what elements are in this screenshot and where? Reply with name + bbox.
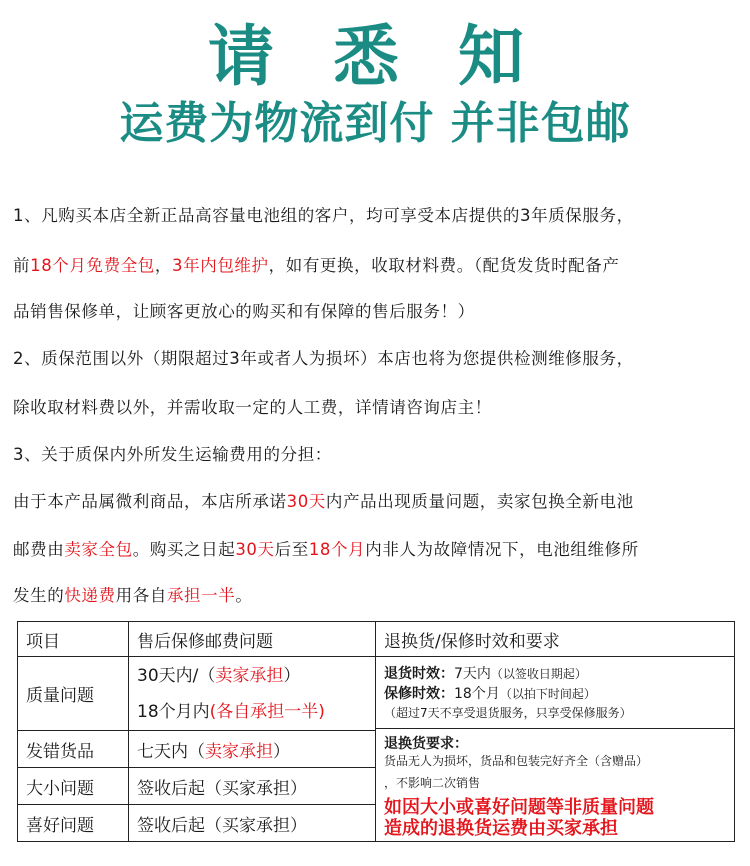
fee-quality-text-b: 18个月内 — [137, 701, 210, 722]
table-header-row — [18, 622, 735, 657]
fee-wrong-text: 七天内（ — [137, 741, 205, 762]
page-title: 请 悉 知 — [208, 18, 542, 95]
p3-line3-text-a: 邮费由 — [13, 540, 65, 559]
fee-quality-seller: 卖家承担 — [215, 665, 284, 686]
p1-line2-text-a: 前 — [13, 256, 31, 275]
p3-highlight-30days-2: 30天 — [235, 540, 275, 559]
p3-line4-text-c: 用各自 — [115, 586, 167, 605]
p1-line2-text-c: ， — [154, 256, 173, 275]
row-item-quality: 质量问题 — [18, 657, 129, 731]
p3-highlight-seller-pays: 卖家全包 — [64, 540, 133, 559]
p3-line4-text-a: 发生的 — [13, 586, 65, 605]
warning-line1: 如因大小或喜好问题等非质量问题 — [384, 797, 654, 818]
row-fee-wrong-goods — [129, 731, 376, 768]
page-subtitle: 运费为物流到付 并非包邮 — [119, 98, 631, 149]
warranty-note: （以拍下时间起） — [499, 687, 596, 701]
requirements-label: 退换货要求： — [384, 736, 468, 752]
fee-wrong-text-end: ） — [273, 741, 290, 762]
p3-line3 — [13, 540, 741, 560]
p3-line2-text-a: 由于本产品属微利商品，本店所承诺 — [13, 492, 287, 511]
row-item-size: 大小问题 — [18, 768, 129, 805]
policy-cell — [376, 657, 735, 842]
requirements-line2: ，不影响二次销售 — [384, 776, 481, 790]
p3-line4-text-e: 。 — [235, 586, 253, 605]
requirements-line1: 货品无人为损坏，货品和包装完好齐全（含赠品） — [384, 754, 649, 768]
warning-line2: 造成的退换货运费由买家承担 — [384, 818, 618, 839]
p3-highlight-30days: 30天 — [286, 492, 326, 511]
p3-highlight-split-half: 承担一半 — [166, 586, 236, 605]
p1-line2-text-e: ，如有更换，收取材料费。（配货发货时配备产 — [268, 256, 620, 275]
p2-line2: 除收取材料费以外，并需收取一定的人工费，详情请咨询店主！ — [13, 398, 492, 417]
p2-line1: 2、质保范围以外（期限超过3年或者人为损坏）本店也将为您提供检测维修服务， — [13, 349, 634, 368]
policy-warranty — [384, 685, 734, 703]
p3-line2-text-c: 内产品出现质量问题，卖家包换全新电池 — [325, 492, 634, 511]
fee-quality-split: (各自承担一半) — [209, 701, 325, 722]
p3-line4 — [13, 586, 741, 606]
return-note: （以签收日期起） — [490, 667, 587, 681]
fee-quality-line1 — [137, 663, 375, 689]
warranty-label: 保修时效： — [384, 686, 454, 702]
row-fee-size: 签收后起（买家承担） — [129, 768, 376, 805]
requirements-block — [376, 728, 734, 839]
return-value: 7天内 — [454, 666, 491, 682]
p3-line1: 3、关于质保内外所发生运输费用的分担： — [13, 445, 332, 464]
policy-overdue-note: （超过7天不享受退货服务，只享受保修服务） — [384, 706, 632, 720]
p3-line3-text-c: 。购买之日起 — [132, 540, 236, 559]
p3-line2 — [13, 492, 741, 512]
after-sales-table — [17, 621, 735, 842]
p1-highlight-free: 18个月免费全包 — [30, 256, 155, 275]
p1-highlight-maintenance: 3年内包维护 — [172, 256, 269, 275]
p3-line3-text-e: 后至 — [274, 540, 309, 559]
p3-highlight-express-fee: 快递费 — [64, 586, 116, 605]
fee-wrong-seller: 卖家承担 — [205, 741, 273, 762]
return-label: 退货时效： — [384, 666, 454, 682]
row-fee-quality — [129, 657, 376, 731]
row-item-preference: 喜好问题 — [18, 805, 129, 842]
fee-quality-text-end: ） — [283, 665, 301, 686]
header-policy: 退换货/保修时效和要求 — [376, 622, 735, 657]
row-item-wrong-goods: 发错货品 — [18, 731, 129, 768]
p3-highlight-18months: 18个月 — [308, 540, 366, 559]
p1-line2 — [13, 256, 741, 276]
warranty-value: 18个月 — [454, 686, 500, 702]
fee-quality-text-a: 30天内/（ — [137, 665, 216, 686]
header-item: 项目 — [18, 622, 129, 657]
p1-line1: 1、凡购买本店全新正品高容量电池组的客户，均可享受本店提供的3年质保服务， — [13, 206, 634, 225]
p3-line3-text-g: 内非人为故障情况下，电池组维修所 — [365, 540, 639, 559]
table-row — [18, 657, 735, 731]
policy-return — [384, 665, 734, 683]
header-fee: 售后保修邮费问题 — [129, 622, 376, 657]
row-fee-preference: 签收后起（买家承担） — [129, 805, 376, 842]
p1-line3: 品销售保修单，让顾客更放心的购买和有保障的售后服务！） — [13, 302, 475, 321]
fee-quality-line2 — [137, 699, 375, 725]
